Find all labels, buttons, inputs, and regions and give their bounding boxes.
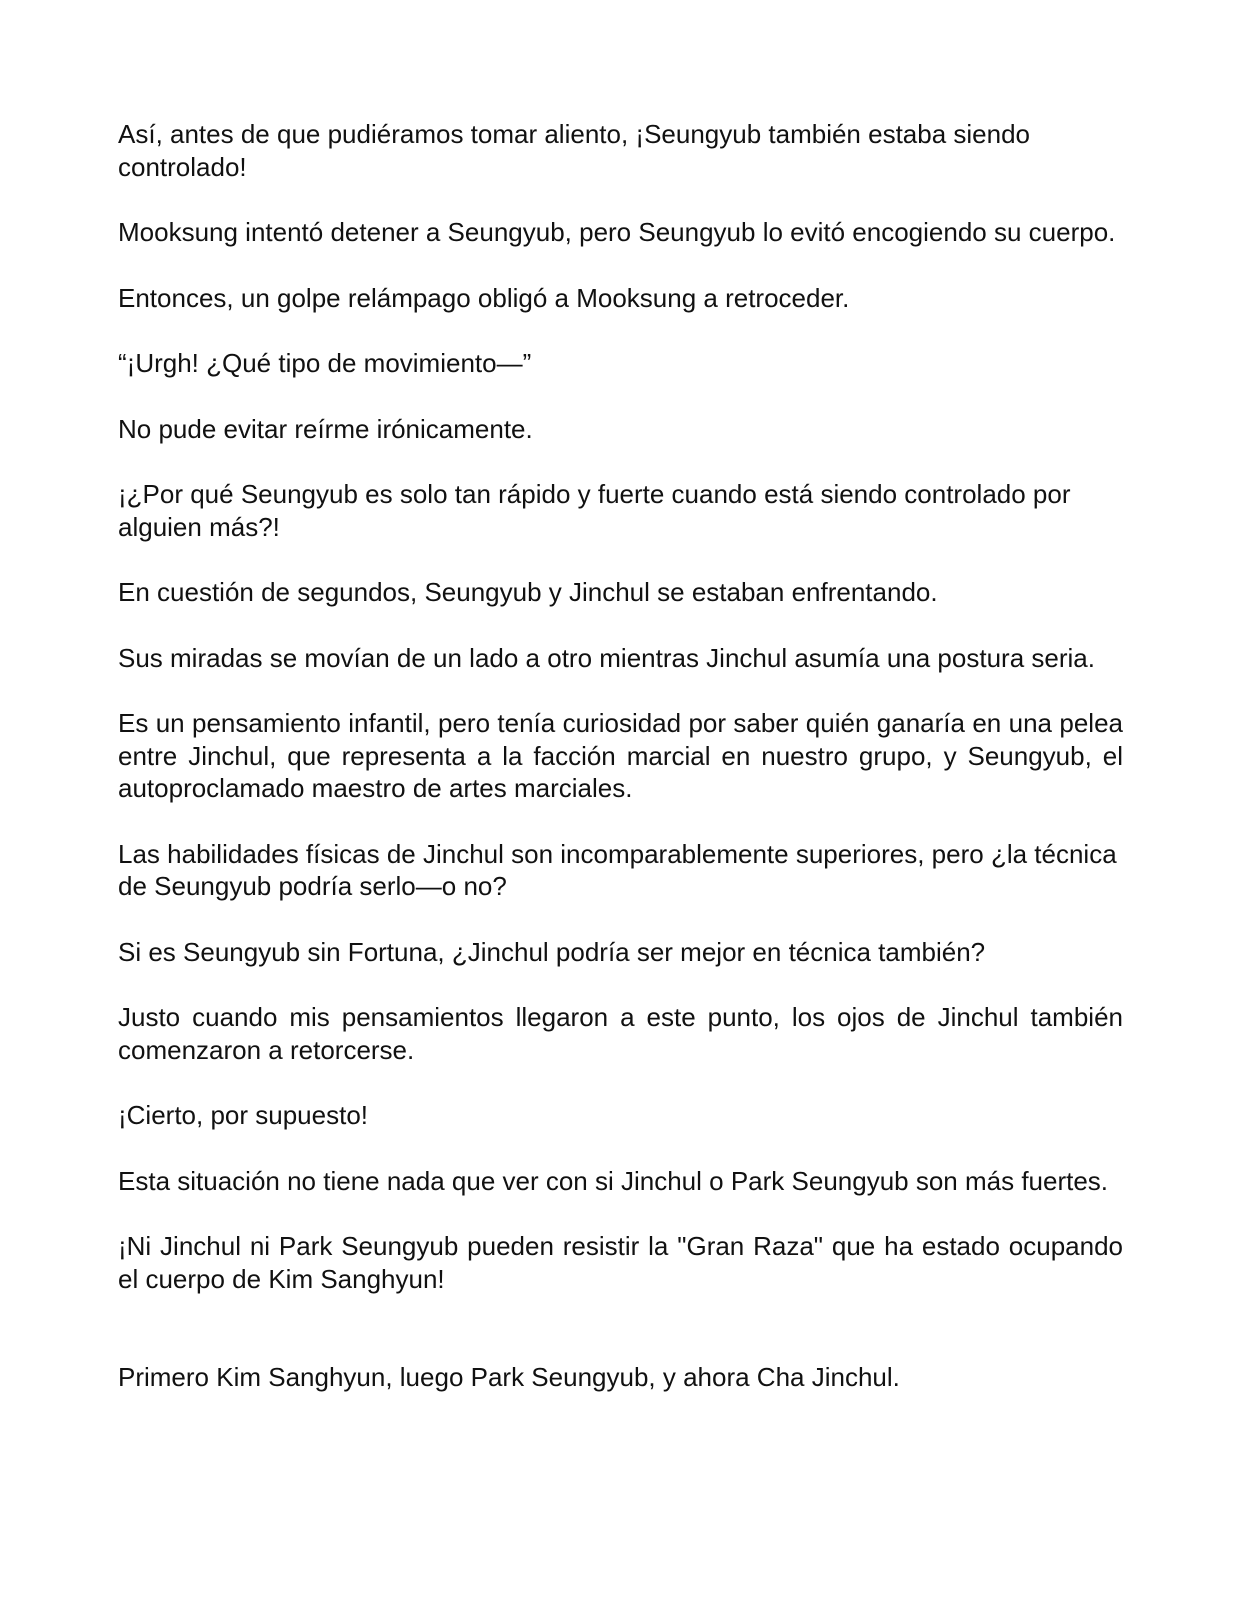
paragraph: No pude evitar reírme irónicamente. (118, 413, 533, 444)
paragraph: Esta situación no tiene nada que ver con si Jinchul o Park Seungyub son más fuertes. (118, 1165, 1109, 1196)
paragraph: Mooksung intentó detener a Seungyub, pero Seungyub lo evitó encogiendo su cuerpo. (118, 217, 1116, 247)
paragraph: ¡¿Por qué Seungyub es solo tan rápido y fuerte cuando está siendo controlado por alguien más?! (118, 479, 1071, 542)
paragraph: Las habilidades físicas de Jinchul son incomparablemente superiores, pero ¿la técnica de Seungyub podría serlo—o no? (118, 838, 1117, 901)
paragraph: Sus miradas se movían de un lado a otro mientras Jinchul asumía una postura seria. (118, 642, 1095, 673)
paragraph: Así, antes de que pudiéramos tomar aliento, ¡Seungyub también estaba siendo controlado! (118, 119, 1031, 182)
document-body (118, 118, 1123, 1427)
paragraph: Primero Kim Sanghyun, luego Park Seungyub, y ahora Cha Jinchul. (118, 1362, 900, 1392)
paragraph: Si es Seungyub sin Fortuna, ¿Jinchul podría ser mejor en técnica también? (118, 936, 986, 967)
paragraph: Es un pensamiento infantil, pero tenía curiosidad por saber quién ganaría en una pelea entre Jinchul, que representa a la facción marcial en nuestro grupo, y Seungyub, el autoproclamado maestro de artes marciales. (118, 708, 1123, 803)
paragraph: ¡Ni Jinchul ni Park Seungyub pueden resistir la "Gran Raza" que ha estado ocupando el cuerpo de Kim Sanghyun! (118, 1231, 1123, 1294)
paragraph: En cuestión de segundos, Seungyub y Jinchul se estaban enfrentando. (118, 577, 938, 607)
paragraph: ¡Cierto, por supuesto! (118, 1100, 369, 1130)
paragraph: Justo cuando mis pensamientos llegaron a este punto, los ojos de Jinchul también comenzaron a retorcerse. (118, 1002, 1123, 1065)
paragraph: “¡Urgh! ¿Qué tipo de movimiento—” (118, 348, 532, 378)
paragraph: Entonces, un golpe relámpago obligó a Mooksung a retroceder. (118, 282, 850, 313)
